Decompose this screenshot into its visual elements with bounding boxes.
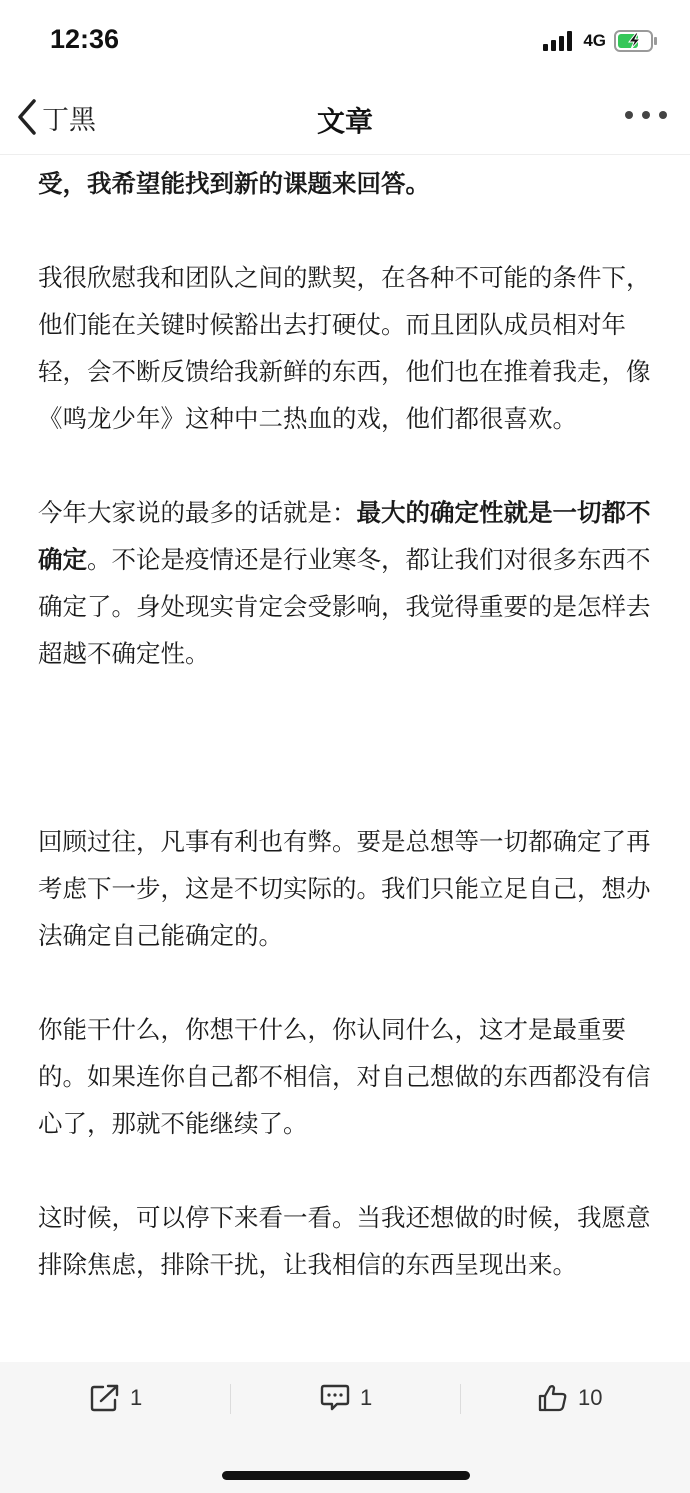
status-time: 12:36: [50, 24, 120, 54]
signal-icon: [543, 31, 575, 51]
comment-icon: [320, 1384, 350, 1412]
paragraph-3-rest: 。不论是疫情还是行业寒冬，都让我们对很多东西不确定了。身处现实肯定会受影响，我觉得重要的是怎样去超越不确定性。: [38, 545, 651, 668]
more-icon[interactable]: [624, 110, 668, 120]
back-label: 丁黑: [42, 104, 96, 136]
divider: [230, 1384, 231, 1414]
article-paragraph-6: 这时候，可以停下来看一看。当我还想做的时候，我愿意排除焦虑，排除干扰，让我相信的东西呈现出来。: [38, 1203, 651, 1279]
like-count: 10: [578, 1385, 603, 1410]
share-icon: [90, 1384, 120, 1412]
share-button[interactable]: [90, 1384, 142, 1412]
status-indicators: [543, 30, 658, 52]
battery-charging-icon: [614, 30, 658, 52]
comment-button[interactable]: [320, 1384, 372, 1412]
article-paragraph-4: 回顾过往，凡事有利也有弊。要是总想等一切都确定了再考虑下一步，这是不切实际的。我们只能立足自己，想办法确定自己能确定的。: [38, 827, 651, 950]
page-title: 文章: [316, 105, 373, 138]
divider: [460, 1384, 461, 1414]
home-indicator[interactable]: [222, 1471, 470, 1480]
paragraph-3-lead: 今年大家说的最多的话就是：: [38, 498, 357, 527]
article-paragraph-5: 你能干什么，你想干什么，你认同什么，这才是最重要的。如果连你自己都不相信，对自己想做的东西都没有信心了，那就不能继续了。: [38, 1015, 651, 1138]
comment-count: 1: [360, 1385, 373, 1410]
network-type: 4G: [583, 31, 606, 50]
article-paragraph-1-text: 受，我希望能找到新的课题来回答。: [38, 169, 430, 198]
like-icon: [538, 1384, 568, 1412]
like-button[interactable]: [538, 1384, 602, 1412]
share-count: 1: [130, 1385, 143, 1410]
article-paragraph-2: 我很欣慰我和团队之间的默契，在各种不可能的条件下，他们能在关键时候豁出去打硬仗。而且团队成员相对年轻，会不断反馈给我新鲜的东西，他们也在推着我走，像《鸣龙少年》这种中二热血的戏，他们都很喜欢。: [38, 263, 651, 433]
status-bar: [0, 0, 690, 84]
article-paragraph-1: [38, 160, 658, 207]
article-paragraph-3: [38, 489, 658, 677]
article-body: [38, 160, 658, 1288]
nav-bar: [0, 84, 690, 155]
paragraph-3-emphasis: 最大的确定性就是一切都不确定: [38, 498, 651, 574]
